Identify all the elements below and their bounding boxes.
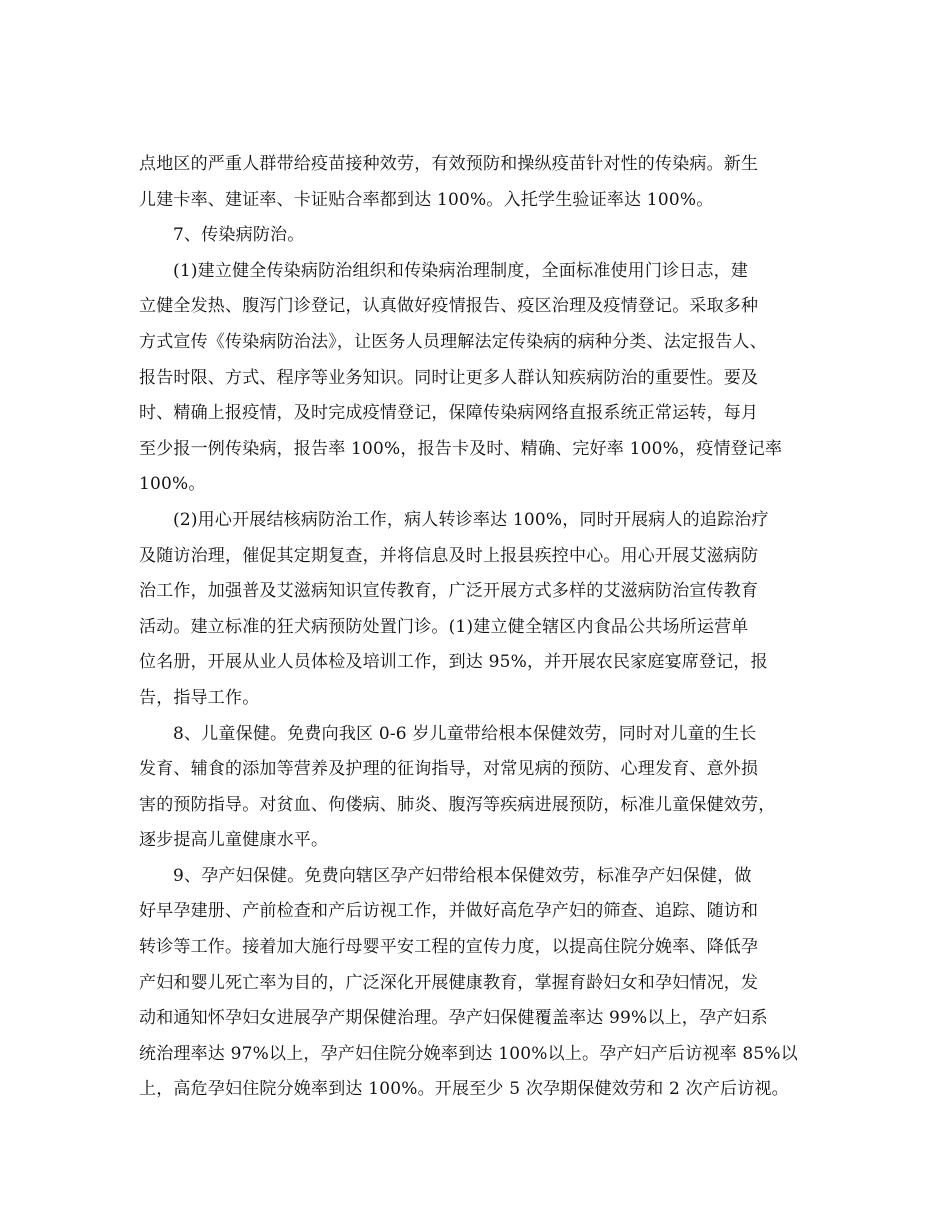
text-line: 位名册，开展从业人员体检及培训工作，到达 95%，并开展农民家庭宴席登记，报 [139, 652, 768, 673]
text-line: 至少报一例传染病，报告率 100%，报告卡及时、精确、完好率 100%，疫情登记率 [139, 438, 783, 459]
text-line: 治工作，加强普及艾滋病知识宣传教育，广泛开展方式多样的艾滋病防治宣传教育 [139, 581, 759, 602]
text-line: 儿建卡率、建证率、卡证贴合率都到达 100%。入托学生验证率达 100%。 [139, 189, 714, 210]
text-line: 100%。 [139, 474, 206, 495]
text-line: 逐步提高儿童健康水平。 [139, 830, 329, 851]
text-line: 报告时限、方式、程序等业务知识。同时让更多人群认知疾病防治的重要性。要及 [139, 367, 759, 388]
text-line: 9、孕产妇保健。免费向辖区孕产妇带给根本保健效劳，标准孕产妇保健，做 [173, 865, 752, 886]
text-line: 及随访治理，催促其定期复查，并将信息及时上报县疾控中心。用心开展艾滋病防 [139, 545, 759, 566]
document-body [139, 147, 817, 1108]
text-line: 方式宣传《传染病防治法》，让医务人员理解法定传染病的病种分类、法定报告人、 [139, 331, 767, 352]
text-line: 统治理率达 97%以上，孕产妇住院分娩率到达 100%以上。孕产妇产后访视率 85%以 [139, 1043, 798, 1064]
text-line: (2)用心开展结核病防治工作，病人转诊率达 100%，同时开展病人的追踪治疗 [173, 509, 769, 530]
text-line: 动和通知怀孕妇女进展孕产期保健治理。孕产妇保健覆盖率达 99%以上，孕产妇系 [139, 1008, 768, 1029]
text-line: 上，高危孕妇住院分娩率到达 100%。开展至少 5 次孕期保健效劳和 2 次产后访视。 [139, 1079, 789, 1100]
text-line: 害的预防指导。对贫血、佝偻病、肺炎、腹泻等疾病进展预防，标准儿童保健效劳， [139, 794, 776, 815]
text-line: 点地区的严重人群带给疫苗接种效劳，有效预防和操纵疫苗针对性的传染病。新生 [139, 154, 759, 174]
text-line: 告，指导工作。 [139, 687, 260, 708]
text-line: 8、儿童保健。免费向我区 0-6 岁儿童带给根本保健效劳，同时对儿童的生长 [173, 723, 757, 744]
text-line: 7、传染病防治。 [173, 225, 305, 246]
text-line: 活动。建立标准的狂犬病预防处置门诊。(1)建立健全辖区内食品公共场所运营单 [139, 616, 749, 637]
text-line: 发育、辅食的添加等营养及护理的征询指导，对常见病的预防、心理发育、意外损 [139, 759, 759, 780]
text-line: 好早孕建册、产前检查和产后访视工作，并做好高危孕产妇的筛查、追踪、随访和 [139, 901, 759, 922]
text-line: 产妇和婴儿死亡率为目的，广泛深化开展健康教育，掌握育龄妇女和孕妇情况，发 [139, 972, 759, 993]
text-line: 时、精确上报疫情，及时完成疫情登记，保障传染病网络直报系统正常运转，每月 [139, 403, 759, 424]
text-line: (1)建立健全传染病防治组织和传染病治理制度，全面标准使用门诊日志，建 [173, 260, 749, 281]
text-line: 立健全发热、腹泻门诊登记，认真做好疫情报告、疫区治理及疫情登记。采取多种 [139, 296, 759, 317]
text-line: 转诊等工作。接着加大施行母婴平安工程的宣传力度，以提高住院分娩率、降低孕 [139, 937, 759, 958]
